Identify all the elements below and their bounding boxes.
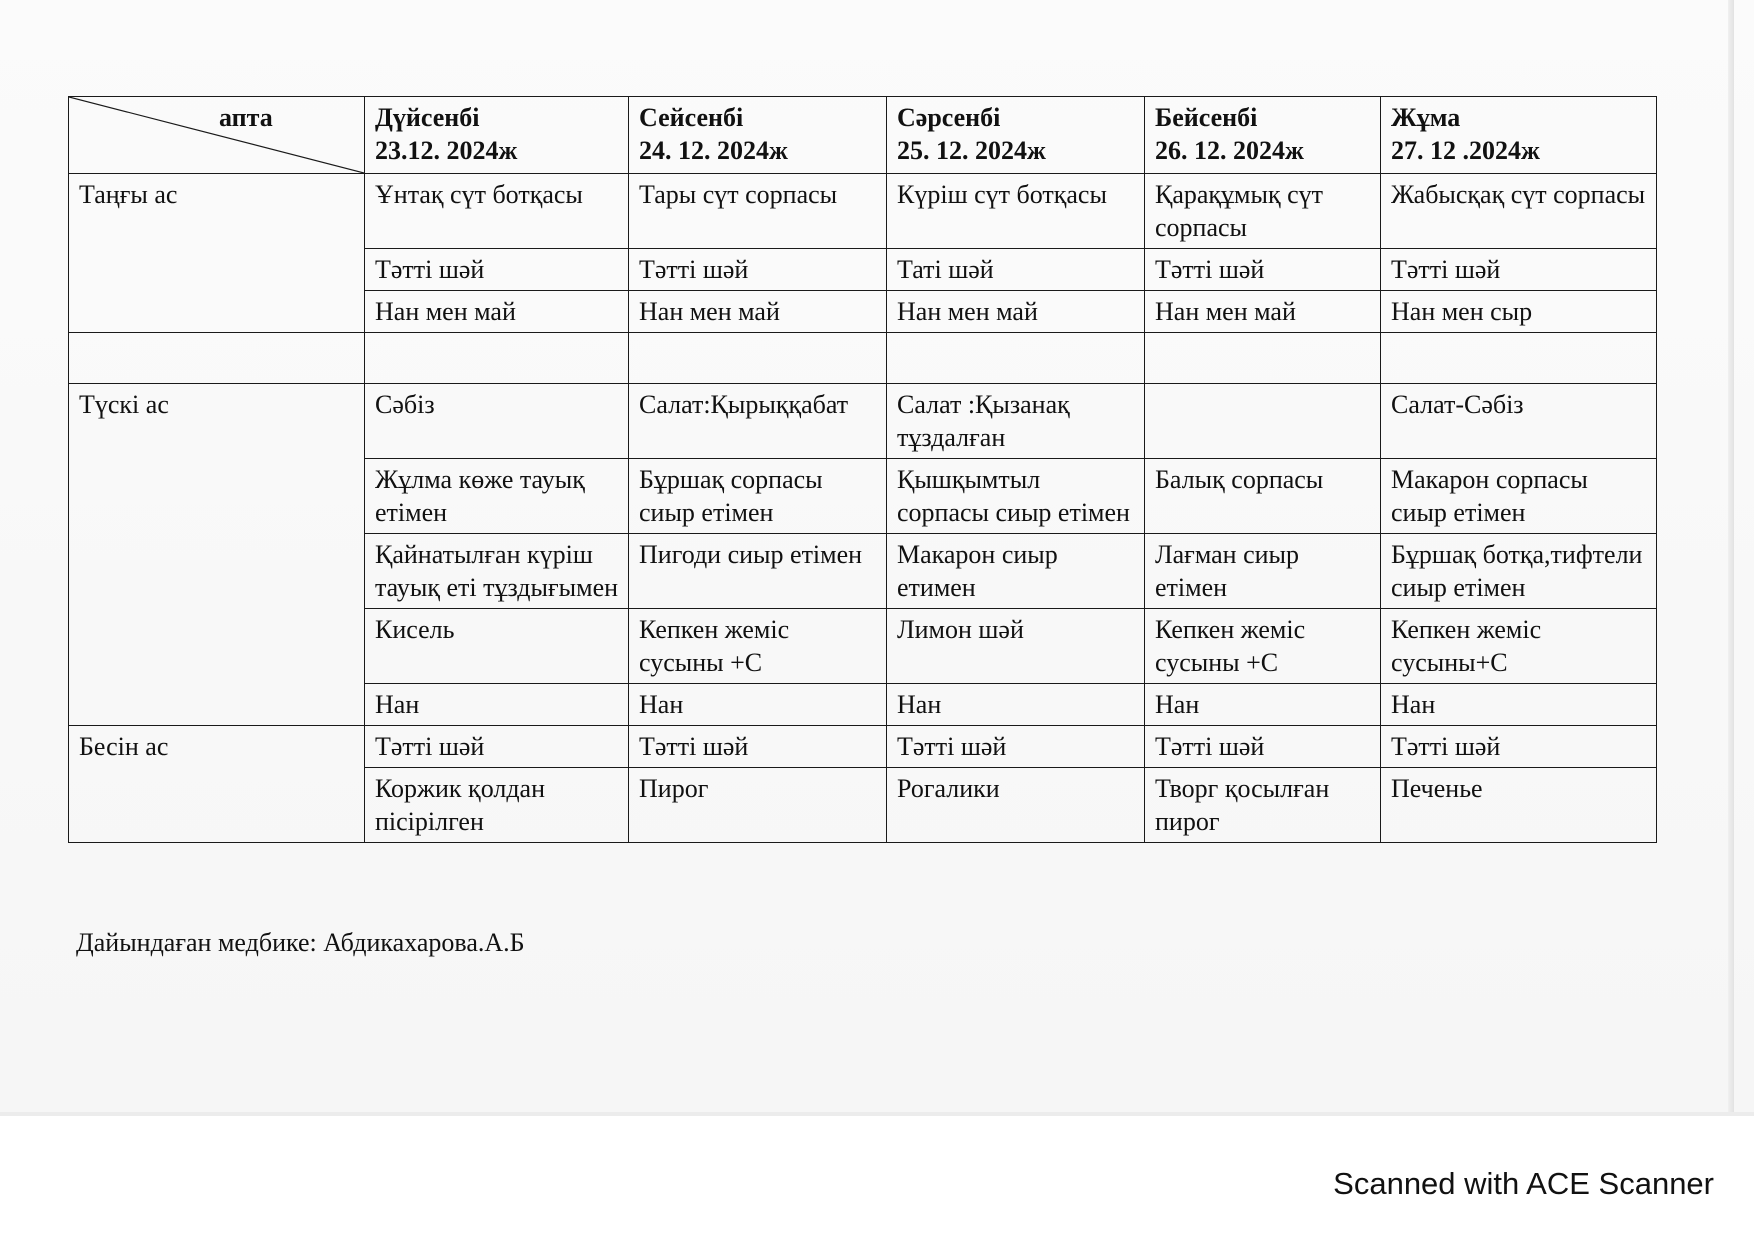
menu-cell: Таті шәй: [887, 249, 1145, 291]
day-date: 27. 12 .2024ж: [1391, 136, 1540, 165]
menu-cell: Салат:Қырыққабат: [629, 384, 887, 459]
menu-cell: Тәтті шәй: [365, 249, 629, 291]
breakfast-row: [69, 174, 1657, 249]
menu-cell: Пирог: [629, 768, 887, 843]
menu-cell: Кепкен жеміс сусыны +С: [1145, 609, 1381, 684]
menu-cell: Жұлма көже тауық етімен: [365, 459, 629, 534]
menu-cell: Нан мен май: [629, 291, 887, 333]
day-header-friday: [1381, 97, 1657, 174]
menu-cell: Тәтті шәй: [629, 726, 887, 768]
menu-cell: Бұршақ сорпасы сиыр етімен: [629, 459, 887, 534]
empty-cell: [887, 333, 1145, 384]
menu-cell: Бұршақ ботқа,тифтели сиыр етімен: [1381, 534, 1657, 609]
meal-label-lunch: Түскі ас: [69, 384, 365, 726]
day-name: Сейсенбі: [639, 103, 744, 132]
empty-cell: [629, 333, 887, 384]
menu-cell: Қайнатылған күріш тауық еті тұздығымен: [365, 534, 629, 609]
menu-cell: Печенье: [1381, 768, 1657, 843]
menu-cell: Тәтті шәй: [1145, 249, 1381, 291]
menu-cell: Тәтті шәй: [1381, 249, 1657, 291]
menu-cell: Қышқымтыл сорпасы сиыр етімен: [887, 459, 1145, 534]
day-name: Жұма: [1391, 103, 1461, 132]
day-date: 26. 12. 2024ж: [1155, 136, 1304, 165]
day-date: 23.12. 2024ж: [375, 136, 518, 165]
menu-cell: Салат :Қызанақ тұздалған: [887, 384, 1145, 459]
empty-cell: [1145, 333, 1381, 384]
scanner-watermark: Scanned with ACE Scanner: [1333, 1166, 1714, 1201]
menu-cell: Сәбіз: [365, 384, 629, 459]
empty-cell: [1381, 333, 1657, 384]
day-name: Сәрсенбі: [897, 103, 1001, 132]
empty-cell: [69, 333, 365, 384]
menu-cell: Макарон сорпасы сиыр етімен: [1381, 459, 1657, 534]
menu-cell: Нан мен сыр: [1381, 291, 1657, 333]
week-label: апта: [219, 103, 273, 132]
menu-cell: Тәтті шәй: [1381, 726, 1657, 768]
menu-cell: Тәтті шәй: [887, 726, 1145, 768]
menu-cell: Ұнтақ сүт ботқасы: [365, 174, 629, 249]
menu-cell: Нан: [629, 684, 887, 726]
menu-cell: Жабысқақ сүт сорпасы: [1381, 174, 1657, 249]
day-date: 25. 12. 2024ж: [897, 136, 1046, 165]
menu-cell: Нан мен май: [365, 291, 629, 333]
menu-cell: Лағман сиыр етімен: [1145, 534, 1381, 609]
empty-cell: [365, 333, 629, 384]
menu-cell: Нан: [1381, 684, 1657, 726]
snack-row: [69, 726, 1657, 768]
menu-cell: Творг қосылған пирог: [1145, 768, 1381, 843]
menu-cell: Тәтті шәй: [629, 249, 887, 291]
header-row: [69, 97, 1657, 174]
empty-row: [69, 333, 1657, 384]
meal-label-breakfast: Таңғы ас: [69, 174, 365, 333]
menu-cell: Нан мен май: [1145, 291, 1381, 333]
lunch-row: [69, 384, 1657, 459]
day-name: Дүйсенбі: [375, 103, 480, 132]
menu-cell: Балық сорпасы: [1145, 459, 1381, 534]
week-corner-cell: [69, 97, 365, 174]
day-header-monday: [365, 97, 629, 174]
menu-cell: Рогалики: [887, 768, 1145, 843]
day-header-thursday: [1145, 97, 1381, 174]
diagonal-line: [69, 97, 364, 173]
menu-cell: Кисель: [365, 609, 629, 684]
page-edge-shadow: [1728, 0, 1734, 1112]
menu-cell: Тәтті шәй: [365, 726, 629, 768]
menu-cell: Лимон шәй: [887, 609, 1145, 684]
menu-cell: Тары сүт сорпасы: [629, 174, 887, 249]
menu-cell: Күріш сүт ботқасы: [887, 174, 1145, 249]
menu-cell: Макарон сиыр етимен: [887, 534, 1145, 609]
menu-cell: Қарақұмық сүт сорпасы: [1145, 174, 1381, 249]
menu-cell: Нан: [1145, 684, 1381, 726]
prepared-by-note: Дайындаған медбике: Абдикахарова.А.Б: [76, 928, 525, 957]
day-header-wednesday: [887, 97, 1145, 174]
menu-cell: Нан: [887, 684, 1145, 726]
menu-cell: Кепкен жеміс сусыны +С: [629, 609, 887, 684]
menu-cell: Коржик қолдан пісірілген: [365, 768, 629, 843]
menu-cell: Салат-Сәбіз: [1381, 384, 1657, 459]
menu-cell: Пигоди сиыр етімен: [629, 534, 887, 609]
weekly-menu-table: [68, 96, 1657, 843]
day-name: Бейсенбі: [1155, 103, 1258, 132]
menu-cell: Кепкен жеміс сусыны+С: [1381, 609, 1657, 684]
page-bottom-edge: [0, 1112, 1754, 1116]
day-header-tuesday: [629, 97, 887, 174]
menu-cell: Нан мен май: [887, 291, 1145, 333]
menu-cell: Нан: [365, 684, 629, 726]
meal-label-snack: Бесін ас: [69, 726, 365, 843]
menu-cell: [1145, 384, 1381, 459]
menu-cell: Тәтті шәй: [1145, 726, 1381, 768]
day-date: 24. 12. 2024ж: [639, 136, 788, 165]
